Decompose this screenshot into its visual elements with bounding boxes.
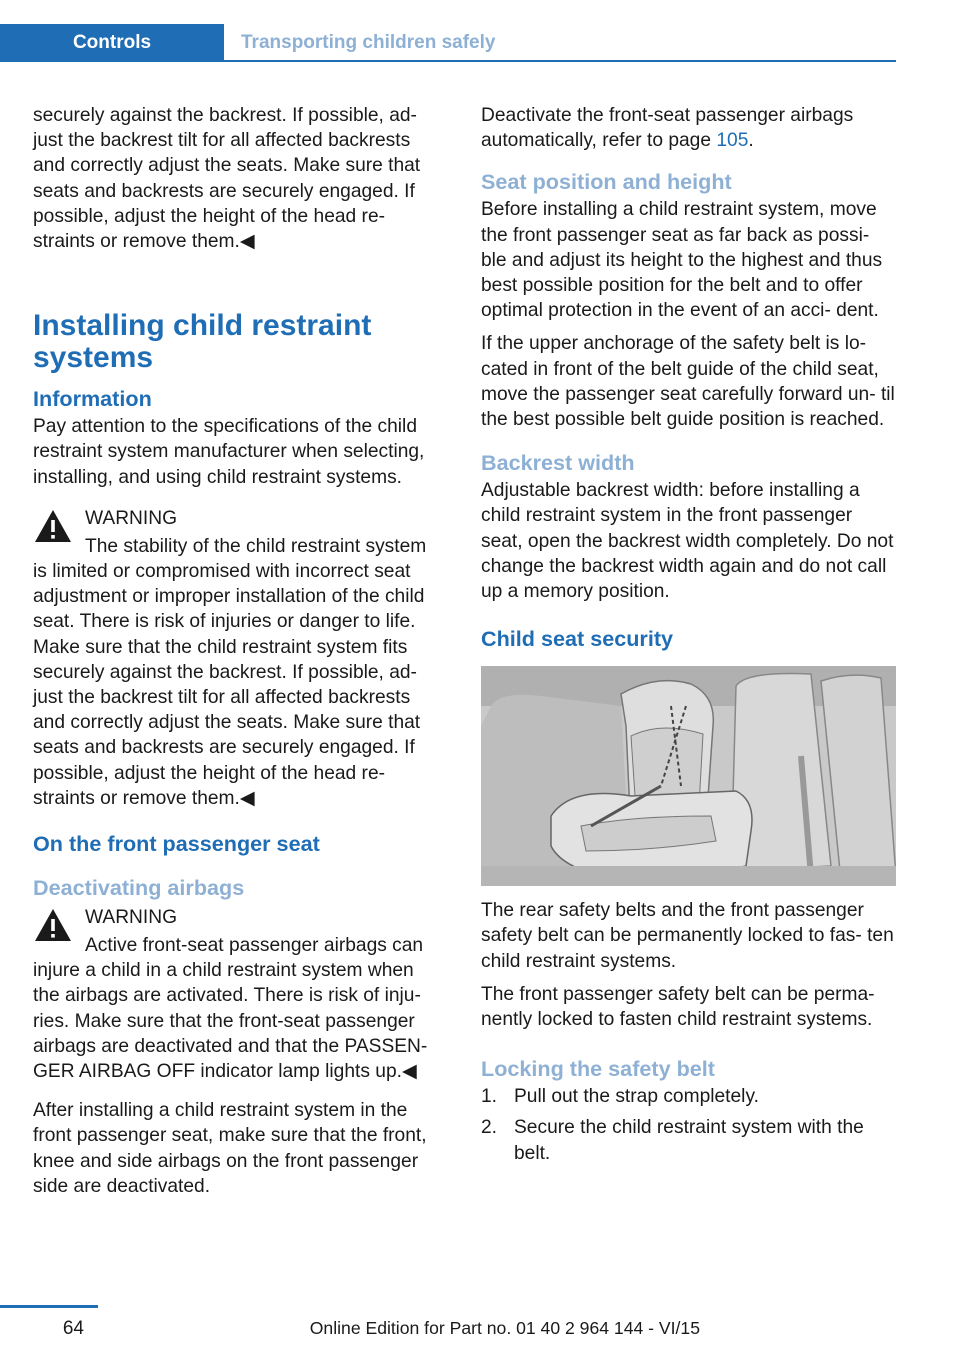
step-text: Secure the child restraint system with the belt. — [514, 1117, 864, 1164]
section-heading: Installing child restraint systems — [33, 309, 372, 375]
security-paragraph-1: The rear safety belts and the front passenger safety belt can be permanently locked to fas‐ ten child restraint systems. — [481, 900, 894, 972]
warning-text: The stability of the child restraint system is limited or compromised with incorrect seat adjustment or improper installation of the child seat. There is risk of injuries or danger to life. Make sure that the child restraint system fits securely against the backrest. If possible, ad‐ just the backrest tilt for all affected backrests and correctly adjust the seats. Make sure that seats and backrests are securely engaged. If possible, adjust the height of the head re‐ straints or remove them.◀ — [33, 535, 427, 809]
edition-text: Online Edition for Part no. 01 40 2 964 144 - VI/15 — [309, 1318, 700, 1338]
info-paragraph: Pay attention to the specifications of the child restraint system manufacturer when selecting, installing, and using child restraint systems. — [33, 416, 425, 488]
section-tab: Controls — [0, 24, 224, 62]
header-divider — [224, 60, 896, 62]
deactivating-airbags-heading: Deactivating airbags — [33, 875, 245, 901]
deactivate-end: . — [748, 130, 754, 152]
step-text: Pull out the strap completely. — [514, 1086, 759, 1108]
step-number: 1. — [481, 1086, 498, 1108]
child-seat-security-heading: Child seat security — [481, 626, 674, 652]
backrest-width-heading: Backrest width — [481, 450, 635, 476]
step-number: 2. — [481, 1117, 498, 1139]
warning-triangle-icon — [33, 508, 73, 544]
page-number: 64 — [62, 1318, 84, 1339]
warning-block-stability — [33, 504, 443, 811]
front-seat-heading: On the front passenger seat — [33, 831, 320, 857]
seat-position-paragraph: Before installing a child restraint system, move the front passenger seat as far back as possi‐ ble and adjust its height to the highest and thus best possible position for the belt and to offer optimal protection in the event of an acci‐ dent. — [481, 199, 883, 322]
intro-paragraph: securely against the backrest. If possible, ad‐ just the backrest tilt for all affected backrests and correctly adjust the seats. Make sure that seats and backrests are securely engaged. If possible, adjust the height of the head re‐ straints or remove them.◀ — [33, 105, 421, 253]
right-column — [481, 103, 897, 1172]
chapter-title: Transporting children safely — [241, 32, 496, 53]
list-item — [481, 1115, 897, 1165]
anchorage-paragraph: If the upper anchorage of the safety belt is lo‐ cated in front of the belt guide of the child seat, move the passenger seat carefully forward un‐ til the best possible belt guide position is reached. — [481, 333, 895, 431]
child-seat-illustration — [481, 666, 896, 886]
warning-block-airbags — [33, 903, 443, 1084]
warning-label: WARNING — [85, 907, 178, 929]
footer-divider — [0, 1305, 98, 1308]
deactivate-paragraph — [481, 103, 897, 153]
info-heading: Information — [33, 386, 152, 412]
deactivate-text: Deactivate the front-seat passenger airbags automatically, refer to page — [481, 105, 854, 152]
warning-label: WARNING — [85, 507, 178, 529]
after-install-paragraph: After installing a child restraint system in the front passenger seat, make sure that the front, knee and side airbags on the front passenger side are deactivated. — [33, 1100, 427, 1197]
warning-text: Active front-seat passenger airbags can injure a child in a child restraint system when the airbags are activated. There is risk of inju‐ ries. Make sure that the front-seat passenger airbags are deactivated and that the PASSEN‐ GER AIRBAG OFF indicator lamp lights up.◀ — [33, 935, 428, 1083]
security-paragraph-2: The front passenger safety belt can be perma‐ nently locked to fasten child restraint systems. — [481, 983, 875, 1031]
page-header — [0, 0, 960, 62]
list-item — [481, 1084, 897, 1109]
locking-steps — [481, 1084, 897, 1166]
seat-position-heading: Seat position and height — [481, 169, 732, 195]
warning-triangle-icon — [33, 907, 73, 943]
page-link[interactable]: 105 — [716, 130, 749, 152]
backrest-width-paragraph: Adjustable backrest width: before installing a child restraint system in the front passenger seat, open the backrest width completely. Do not change the backrest width again and do not call up a memory position. — [481, 480, 894, 603]
left-column — [33, 103, 443, 1207]
locking-heading: Locking the safety belt — [481, 1056, 715, 1082]
